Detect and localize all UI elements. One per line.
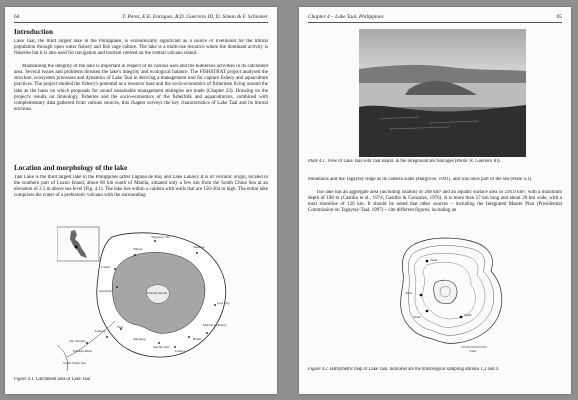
map-label: Sta. Teresita xyxy=(69,339,86,343)
figure-4-2-caption xyxy=(308,367,562,373)
running-head: T. Perez, E.E. Enriquez, R.D. Guerrero III, D. Simon & F. Schiemer xyxy=(122,14,268,20)
town-marker xyxy=(106,336,108,338)
luzon-inset-shape xyxy=(70,230,87,258)
paragraph-location-1: Taal Lake is the third largest lake in the Philippines (after Laguna de Bay and Lake Lanao). It is of volcanic origin, located in the southern part of Luzon Island, about 60 km south of Manila, situated only a few km from the South China Sea at an elevation of 2.5 m above sea level (Fig. 4.1). The lake lies within a caldera with walls that are 150-304 m high. The entire lake comprises the crater of a prehistoric volcano with the surrounding xyxy=(14,175,268,199)
station-label-taal4: Taal4 xyxy=(413,315,421,319)
scale-label: 5 km xyxy=(469,349,476,353)
map-label: Taal xyxy=(117,325,123,329)
map-label: San Nicolas xyxy=(153,345,170,349)
map-label: Cuenca xyxy=(175,349,186,353)
map-label: Lipa City xyxy=(217,301,230,305)
lake-taal-photo xyxy=(359,29,526,157)
running-head: Chapter 4 – Lake Taal, Philippines xyxy=(308,14,384,20)
town-marker xyxy=(154,240,156,242)
left-page xyxy=(5,7,277,394)
caption-text: Bathymetric map of Lake Taal. Indicated are the limnological sampling stations 1,2 and 4. xyxy=(329,367,500,372)
volcano-island xyxy=(434,280,458,304)
station-marker-taal2 xyxy=(426,260,429,263)
header-rule xyxy=(14,22,268,23)
plate-4-1-caption xyxy=(308,159,562,165)
station-label-taal4: Taal4 xyxy=(464,313,472,317)
map-label: Laurel xyxy=(101,265,110,269)
town-marker xyxy=(214,304,216,306)
station-label-taal1: Taal1 xyxy=(405,291,413,295)
caption-label: Plate 4.1. xyxy=(308,159,327,164)
inset-location-marker xyxy=(75,246,78,249)
town-marker xyxy=(116,286,118,288)
paragraph-intro-2: Maintaining the integrity of the lake is important in respect of its various uses and the numerous activities in its catchment area. Several issues and problems threaten the lake's integrity and ecological balance. The FISHSTRAT project analysed the structure, ecosystem processes and dynamics of Lake Taal in deriving a management tool for capture fishery and aquaculture practices. The project studied the fishery's potential as a resource base and the socio-economics of fishermen living around the lake as the basis on which proposals for sound sustainable management strategies are made (Chapter 23). Drawing on the project's results on limnology, fisheries and the socio-economics of the fisherfolk and aquaculturists, combined with complementary data gathered from various sources, this chapter surveys the key characteristics of Lake Taal and its littoral environs. xyxy=(14,64,268,113)
section-heading-introduction: Introduction xyxy=(14,28,54,36)
map-label: Tagaytay City xyxy=(151,235,171,239)
caption-text: Catchment area of Lake Taal xyxy=(35,377,90,382)
map-label: Lemery xyxy=(95,329,106,333)
right-page xyxy=(299,7,571,394)
map-label: Volcano Island xyxy=(147,291,168,295)
station-marker-taal4 xyxy=(460,316,463,319)
station-label-taal2: Taal2 xyxy=(430,258,438,262)
map-label: Balete xyxy=(193,337,202,341)
page-number: 65 xyxy=(556,14,562,20)
town-marker xyxy=(206,332,208,334)
map-label: Talisay xyxy=(133,247,143,251)
caption-text: View of Lake Taal with Taal Island. In the foreground are fishcages (Photo: R. Guerrero III). xyxy=(327,159,501,164)
paragraph-intro-1: Lake Taal, the third largest lake in the Philippines, is economically significant as a source of livelihood for the littoral population through open water fishery and fish cage culture. The lake is a multi-use resource where the dominant activity is fisheries but it is also used for navigation and tourism centred on the central volcano island. xyxy=(14,39,268,57)
map-label: Agoncillo xyxy=(99,289,113,293)
paragraph-area: The lake has an aggregate area (including islands) of 268 km² and an aquatic surface area of 236.9 km², with a maximum depth of 198 m (Castillo et al., 1974; Castillo & Gonzales, 1976). It is more than 27 km long and about 20 km wide, with a total shoreline of 120 km. It should be noted that other sources – including the Integrated Master Plan (Presidential Commission on Tagaytay-Taal, 1997) – cite different figures, including an xyxy=(308,190,562,214)
town-marker xyxy=(114,268,116,270)
town-marker xyxy=(174,346,176,348)
foreground-shore xyxy=(359,105,526,157)
distant-ridge xyxy=(359,65,526,83)
town-marker xyxy=(188,336,190,338)
map-label: Alitagtag xyxy=(133,337,146,341)
map-label: Mataas na Kahoy xyxy=(203,323,227,327)
caption-label: Figure 4.2. xyxy=(308,367,329,372)
map-label: South China Sea xyxy=(63,361,86,365)
coastline xyxy=(57,345,68,371)
bathymetric-map-figure xyxy=(391,233,511,361)
section-heading-location: Location and morphology of the lake xyxy=(14,164,128,172)
caption-label: Figure 4.1. xyxy=(14,377,35,382)
page-number: 64 xyxy=(14,14,20,20)
photo-scene xyxy=(359,29,526,157)
map-label: Tanauan xyxy=(193,245,205,249)
header-rule xyxy=(308,22,562,23)
bathymetric-map xyxy=(391,233,511,361)
town-marker xyxy=(158,342,160,344)
station-marker-taal1 xyxy=(420,294,423,297)
station-marker-taal4 xyxy=(426,310,429,313)
map-label: Pansipit River xyxy=(73,349,93,353)
catchment-map-figure xyxy=(57,225,247,373)
town-marker xyxy=(196,252,198,254)
figure-4-1-caption xyxy=(14,377,268,383)
paragraph-continued: mountains and the Tagaytay ridge as its caldera walls (Hargrove, 1991), and was once part of the sea (Plate 4.1). xyxy=(308,177,533,182)
town-marker xyxy=(134,254,136,256)
town-marker xyxy=(86,342,88,344)
